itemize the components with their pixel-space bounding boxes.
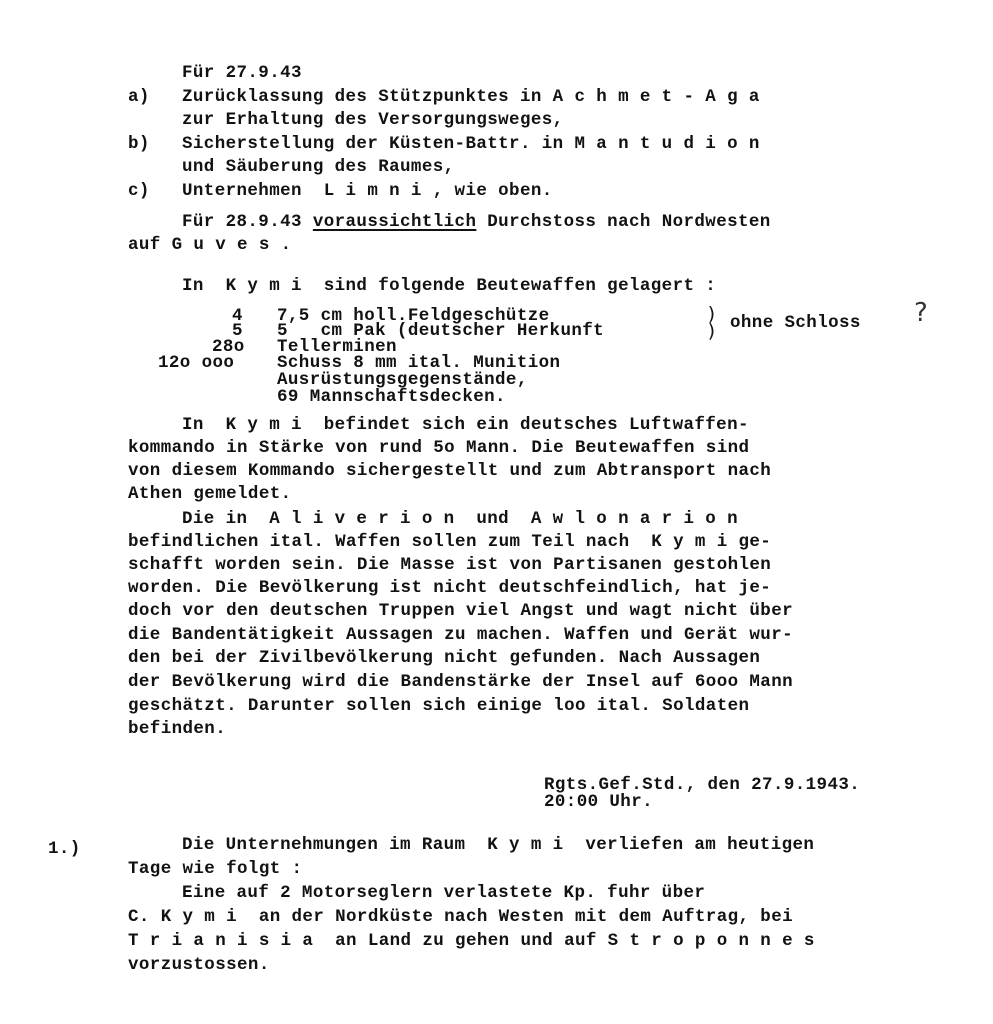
plan-28-line <box>182 211 771 233</box>
item-b-line: und Säuberung des Raumes, <box>182 157 455 177</box>
brace-mark: ) <box>706 320 718 342</box>
stores-intro: In K y m i sind folgende Beutewaffen gelagert : <box>182 276 717 296</box>
paragraph-line: worden. Die Bevölkerung ist nicht deutschfeindlich, hat je- <box>128 578 772 598</box>
section-line: C. K y m i an der Nordküste nach Westen mit dem Auftrag, bei <box>128 907 794 927</box>
stores-description: Tellerminen <box>277 337 397 357</box>
stores-quantity: 5 <box>232 321 243 341</box>
plan-28-prefix: Für 28.9.43 <box>182 212 313 232</box>
signature-place-date: Rgts.Gef.Std., den 27.9.1943. <box>544 775 861 795</box>
paragraph-line: befindlichen ital. Waffen sollen zum Teil nach K y m i ge- <box>128 532 772 552</box>
section-line: T r i a n i s i a an Land zu gehen und auf S t r o p o n n e s <box>128 931 815 951</box>
brace-note: ohne Schloss <box>730 313 861 333</box>
item-letter: a) <box>128 87 150 107</box>
stores-description: 69 Mannschaftsdecken. <box>277 387 506 407</box>
brace-mark: ) <box>706 303 718 325</box>
paragraph-line: In K y m i befindet sich ein deutsches Luftwaffen- <box>182 415 749 435</box>
stores-quantity: 12o ooo <box>158 353 235 373</box>
item-letter: c) <box>128 181 150 201</box>
plan-28-suffix: Durchstoss nach Nordwesten <box>476 212 771 232</box>
signature-time: 20:00 Uhr. <box>544 792 654 812</box>
section-line: Eine auf 2 Motorseglern verlastete Kp. fuhr über <box>182 883 706 903</box>
stores-description: 7,5 cm holl.Feldgeschütze <box>277 306 550 326</box>
date-heading: Für 27.9.43 <box>182 63 302 83</box>
plan-28-line: auf G u v e s . <box>128 235 292 255</box>
paragraph-line: befinden. <box>128 719 227 739</box>
item-letter: b) <box>128 134 150 154</box>
paragraph-line: von diesem Kommando sichergestellt und zum Abtransport nach <box>128 461 772 481</box>
paragraph-line: schafft worden sein. Die Masse ist von Partisanen gestohlen <box>128 555 772 575</box>
stores-quantity: 4 <box>232 306 243 326</box>
stores-quantity: 28o <box>212 337 245 357</box>
paragraph-line: der Bevölkerung wird die Bandenstärke der Insel auf 6ooo Mann <box>128 672 794 692</box>
section-line: vorzustossen. <box>128 955 270 975</box>
paragraph-line: den bei der Zivilbevölkerung nicht gefunden. Nach Aussagen <box>128 648 761 668</box>
section-line: Tage wie folgt : <box>128 859 303 879</box>
item-a-line: zur Erhaltung des Versorgungsweges, <box>182 110 564 130</box>
section-number: 1.) <box>48 839 81 859</box>
stores-description: Ausrüstungsgegenstände, <box>277 370 528 390</box>
paragraph-line: doch vor den deutschen Truppen viel Angst und wagt nicht über <box>128 601 794 621</box>
paragraph-line: Die in A l i v e r i o n und A w l o n a r i o n <box>182 509 738 529</box>
item-c-line: Unternehmen L i m n i , wie oben. <box>182 181 553 201</box>
paragraph-line: kommando in Stärke von rund 5o Mann. Die Beutewaffen sind <box>128 438 750 458</box>
plan-28-underlined-word: voraussichtlich <box>312 212 477 232</box>
paragraph-line: Athen gemeldet. <box>128 484 292 504</box>
section-line: Die Unternehmungen im Raum K y m i verliefen am heutigen <box>182 835 815 855</box>
paragraph-line: die Bandentätigkeit Aussagen zu machen. Waffen und Gerät wur- <box>128 625 794 645</box>
item-b-line: Sicherstellung der Küsten-Battr. in M a n t u d i o n <box>182 134 760 154</box>
stores-description: 5 cm Pak (deutscher Herkunft <box>277 321 605 341</box>
paragraph-line: geschätzt. Darunter sollen sich einige loo ital. Soldaten <box>128 696 750 716</box>
stores-description: Schuss 8 mm ital. Munition <box>277 353 561 373</box>
item-a-line: Zurücklassung des Stützpunktes in A c h m e t - A g a <box>182 87 760 107</box>
handwritten-question-mark: ? <box>914 298 929 328</box>
